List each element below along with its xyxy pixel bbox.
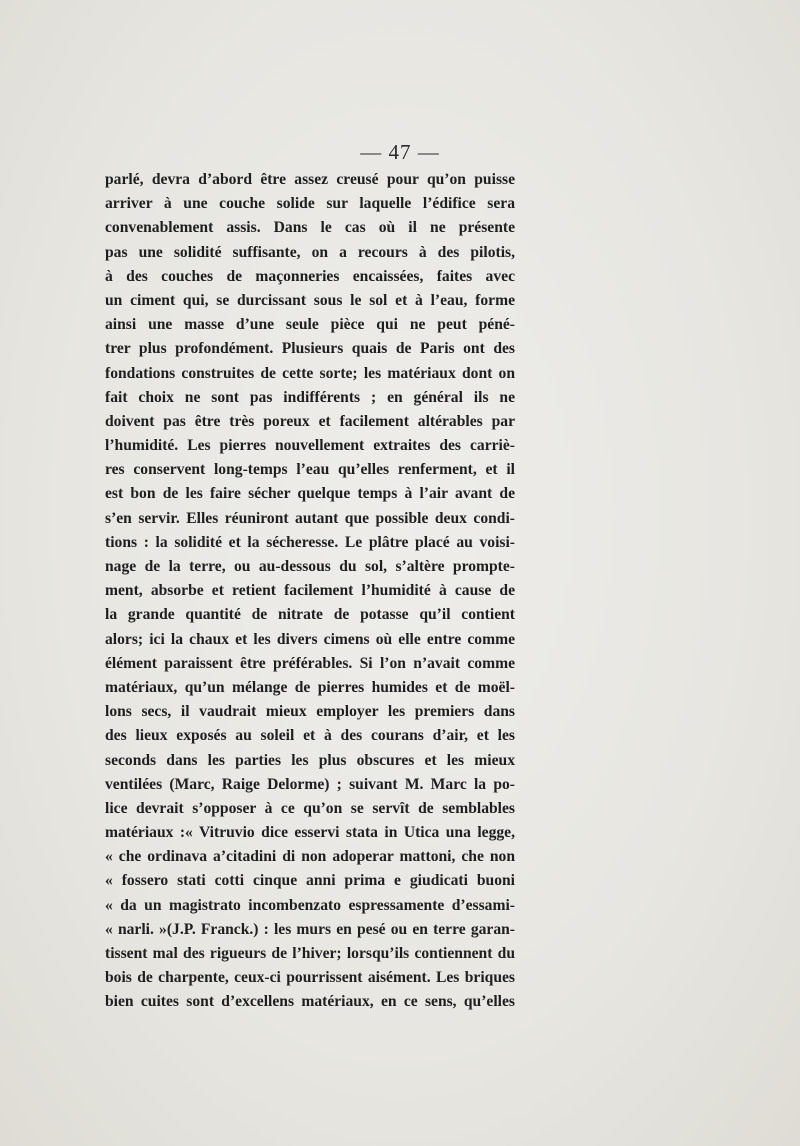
- text-line: « da un magistrato incombenzato espressamente d’essami-: [105, 896, 515, 914]
- text-line: doivent pas être très poreux et facilement altérables par: [105, 412, 515, 430]
- text-line: seconds dans les parties les plus obscures et les mieux: [105, 751, 515, 769]
- text-line: res conservent long-temps l’eau qu’elles renferment, et il: [105, 461, 515, 479]
- text-line: lice devrait s’opposer à ce qu’on se servît de semblables: [105, 799, 515, 817]
- text-line: nage de la terre, ou au-dessous du sol, s’altère prompte-: [105, 558, 515, 575]
- text-line: « fossero stati cotti cinque anni prima e giudicati buoni: [105, 872, 515, 890]
- text-line: matériaux, qu’un mélange de pierres humides et de moël-: [105, 678, 515, 696]
- text-line: ventilées (Marc, Raige Delorme) ; suivant M. Marc la po-: [105, 775, 515, 793]
- text-line: élément paraissent être préférables. Si l’on n’avait comme: [105, 654, 515, 672]
- text-line: fait choix ne sont pas indifférents ; en général ils ne: [105, 388, 515, 406]
- text-line: tions : la solidité et la sécheresse. Le plâtre placé au voisi-: [105, 533, 515, 551]
- text-line: ainsi une masse d’une seule pièce qui ne peut péné-: [105, 316, 515, 334]
- text-line: trer plus profondément. Plusieurs quais de Paris ont des: [105, 340, 515, 358]
- body-text: [105, 168, 515, 1015]
- text-line: ment, absorbe et retient facilement l’humidité à cause de: [105, 582, 515, 600]
- text-line: à des couches de maçonneries encaissées, faites avec: [105, 267, 515, 285]
- text-line: bois de charpente, ceux-ci pourrissent aisément. Les briques: [105, 969, 515, 987]
- text-line: l’humidité. Les pierres nouvellement extraites des carriè-: [105, 437, 515, 455]
- text-line: est bon de les faire sécher quelque temps à l’air avant de: [105, 485, 515, 503]
- page-number: — 47 —: [360, 140, 440, 164]
- text-line: des lieux exposés au soleil et à des courans d’air, et les: [105, 727, 515, 745]
- text-line: arriver à une couche solide sur laquelle l’édifice sera: [105, 195, 515, 213]
- text-line: lons secs, il vaudrait mieux employer les premiers dans: [105, 703, 515, 721]
- text-line: s’en servir. Elles réuniront autant que possible deux condi-: [105, 509, 515, 527]
- text-line: « che ordinava a’citadini di non adoperar mattoni, che non: [105, 848, 515, 866]
- text-line: convenablement assis. Dans le cas où il ne présente: [105, 219, 515, 237]
- text-line: fondations construites de cette sorte; les matériaux dont on: [105, 364, 515, 382]
- text-line: tissent mal des rigueurs de l’hiver; lorsqu’ils contiennent du: [105, 945, 515, 962]
- text-line: bien cuites sont d’excellens matériaux, en ce sens, qu’elles: [105, 993, 515, 1011]
- text-line: parlé, devra d’abord être assez creusé pour qu’on puisse: [105, 171, 515, 188]
- text-line: pas une solidité suffisante, on a recours à des pilotis,: [105, 243, 515, 261]
- text-line: la grande quantité de nitrate de potasse qu’il contient: [105, 606, 515, 624]
- text-line: matériaux :« Vitruvio dice esservi stata in Utica una legge,: [105, 824, 515, 842]
- text-line: « narli. »(J.P. Franck.) : les murs en pesé ou en terre garan-: [105, 920, 515, 938]
- text-line: alors; ici la chaux et les divers cimens où elle entre comme: [105, 630, 515, 648]
- text-line: un ciment qui, se durcissant sous le sol et à l’eau, forme: [105, 291, 515, 309]
